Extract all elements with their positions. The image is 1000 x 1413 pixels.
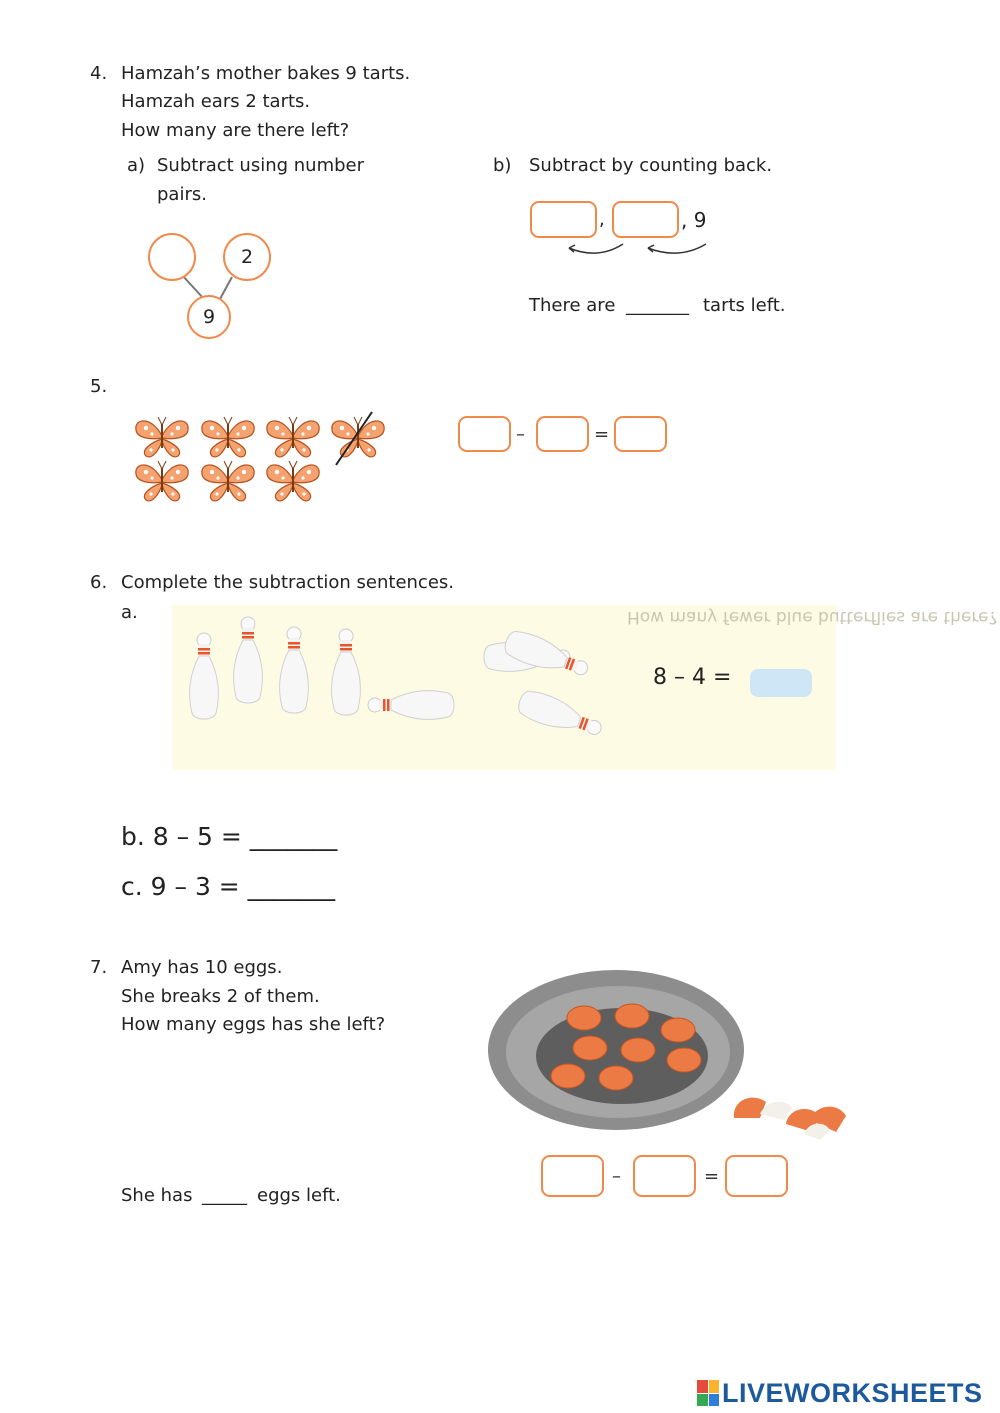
- answer-sentence-suffix: tarts left.: [703, 295, 786, 316]
- question-number: 7.: [90, 957, 108, 978]
- answer-sentence-prefix: There are: [529, 295, 616, 316]
- number-bond-part-circle: 2: [223, 233, 271, 281]
- bowling-pins: [172, 605, 836, 770]
- answer-box-minuend[interactable]: [541, 1155, 604, 1197]
- butterflies-illustration: [128, 410, 393, 510]
- question-text-line: Hamzah’s mother bakes 9 tarts.: [121, 63, 411, 84]
- answer-box-difference[interactable]: [614, 416, 667, 452]
- answer-box-subtrahend[interactable]: [536, 416, 589, 452]
- question-number: 4.: [90, 63, 108, 84]
- broken-eggshells: [734, 1098, 846, 1140]
- question-number: 6.: [90, 572, 108, 593]
- part-b-equation[interactable]: b. 8 – 5 = _______: [121, 822, 338, 851]
- question-text-line: How many eggs has she left?: [121, 1014, 386, 1035]
- question-text-line: Hamzah ears 2 tarts.: [121, 91, 311, 112]
- question-instruction: Complete the subtraction sentences.: [121, 572, 454, 593]
- minus-sign: –: [516, 424, 525, 445]
- image-caption-mirrored: How many fewer blue butterflies are there?: [627, 607, 998, 627]
- logo-badge-icon: [697, 1380, 719, 1406]
- equals-sign: =: [704, 1166, 720, 1187]
- part-b-label: b): [493, 155, 512, 176]
- question-text-line: Amy has 10 eggs.: [121, 957, 283, 978]
- number-bond-whole-circle: 9: [187, 295, 231, 339]
- answer-sentence-prefix: She has: [121, 1185, 193, 1206]
- question-text-line: How many are there left?: [121, 120, 350, 141]
- part-a-instruction: pairs.: [157, 184, 207, 205]
- part-a-instruction: Subtract using number: [157, 155, 365, 176]
- part-c-equation[interactable]: c. 9 – 3 = _______: [121, 872, 336, 901]
- count-back-box-2[interactable]: [612, 201, 679, 238]
- count-back-box-1[interactable]: [530, 201, 597, 238]
- count-back-end-number: , 9: [681, 208, 707, 232]
- logo-text: LIVEWORKSHEETS: [722, 1377, 983, 1408]
- count-back-arrows: [560, 236, 720, 266]
- part-a-label: a): [127, 155, 146, 176]
- egg-nest-illustration: [486, 968, 856, 1148]
- answer-blank[interactable]: _______: [626, 295, 689, 316]
- part-b-instruction: Subtract by counting back.: [529, 155, 773, 176]
- answer-sentence-suffix: eggs left.: [257, 1185, 341, 1206]
- answer-box-minuend[interactable]: [458, 416, 511, 452]
- part-a-equation: 8 – 4 =: [653, 665, 732, 690]
- answer-blank[interactable]: _____: [202, 1185, 247, 1206]
- question-text-line: She breaks 2 of them.: [121, 986, 320, 1007]
- part-a-answer-field[interactable]: [750, 669, 812, 697]
- number-bond-blank-circle[interactable]: [148, 233, 196, 281]
- liveworksheets-logo: [697, 1378, 983, 1408]
- equals-sign: =: [594, 424, 610, 445]
- answer-box-subtrahend[interactable]: [633, 1155, 696, 1197]
- minus-sign: –: [612, 1166, 621, 1187]
- bowling-pins-image: [172, 605, 998, 770]
- part-a-label: a.: [121, 602, 138, 623]
- comma: ,: [599, 209, 605, 230]
- answer-box-difference[interactable]: [725, 1155, 788, 1197]
- question-number: 5.: [90, 376, 108, 397]
